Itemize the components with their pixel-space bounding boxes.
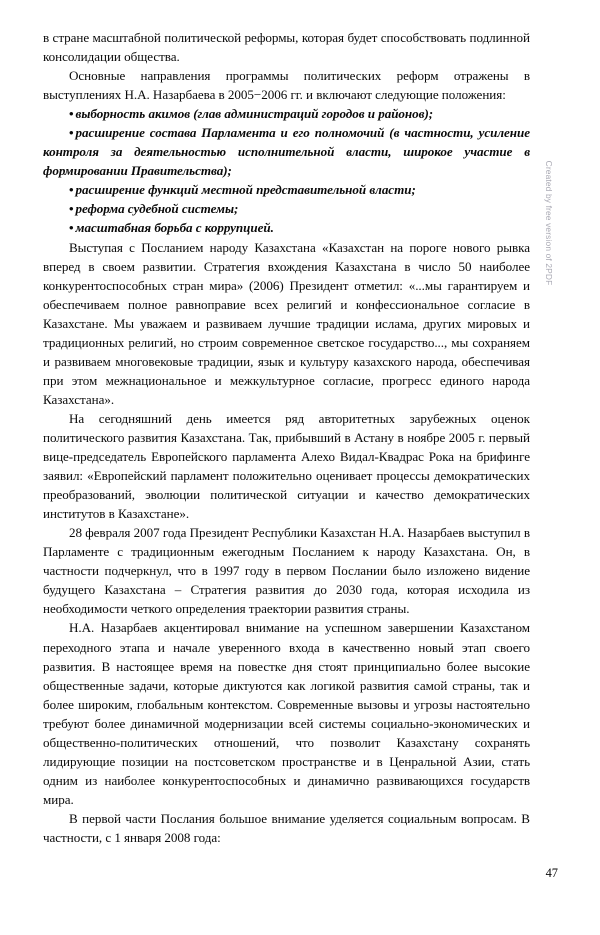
reform-bullet-list [43,104,530,237]
paragraph-foreign-assessments: На сегодняшний день имеется ряд авторитетных зарубежных оценок политического развития Казахстана. Так, прибывший в Астану в ноябре 2005 г. первый вице-председатель Европейского парламента Алехо Видал-Квадрас Рока на брифинге заявил: «Европейский парламент положительно оценивает процессы демократических преобразований, эволюции политической ситуации и качество демократических институтов в Казахстане». [43,410,530,522]
list-item-text: реформа судебной системы; [75,201,239,217]
list-item-text: расширение функций местной представительной власти; [75,182,416,198]
bullet-marker-icon: • [69,106,74,122]
list-item [43,199,530,218]
list-item-text: расширение состава Парламента и его полномочий (в частности, усиление контроля за деятельностью исполнительной власти, широкое участие в формировании Правительства); [43,125,530,179]
bullet-marker-icon: • [69,201,74,217]
bullet-marker-icon: • [69,220,74,236]
page-text-body [43,28,530,847]
watermark-text: Created by free version of 2PDF [544,160,554,286]
list-item [43,123,530,180]
paragraph-modernization: Н.А. Назарбаев акцентировал внимание на успешном завершении Казахстаном переходного этапа и начале уверенного входа в качественно новый этап своего развития. В настоящее время на повестке дня стоят принципиально более высокие общественные задачи, которые диктуются как логикой развития самой страны, так и более широким, глобальным контекстом. Современные вызовы и угрозы настоятельно требуют более динамичной модернизации всей системы социально-экономических и общественно-политических отношений, что позволит Казахстану сохранять лидирующие позиции на постсоветском пространстве и в Ценральной Азии, стать одним из наиболее конкурентоспособных и динамично развивающихся государств мира. [43,620,530,807]
bullet-marker-icon: • [69,182,74,198]
paragraph-social-questions: В первой части Послания большое внимание уделяется социальным вопросам. В частности, с 1 января 2008 года: [43,810,530,845]
paragraph-address-2006: Выступая с Посланием народу Казахстана «Казахстан на пороге нового рывка вперед в своем развитии. Стратегия вхождения Казахстана в число 50 наиболее конкурентоспособных стран мира» (2006) Президент отметил: «...мы гарантируем и обеспечиваем полное равноправие всех религий и конфессиональное согласие в Казахстане. Мы уважаем и развиваем лучшие традиции ислама, других мировых и традиционных религий, но строим современное светское государство..., мы сохраняем и развиваем многовековые традиции, язык и культуру казахского народа, обеспечивая при этом межнациональное и межкультурное согласие, прогресс единого народа Казахстана». [43,239,530,407]
list-item [43,180,530,199]
list-item-text: масштабная борьба с коррупцией. [75,220,274,236]
list-item [43,104,530,123]
paragraph-reform-directions: Основные направления программы политических реформ отражены в выступлениях Н.А. Назарбаева в 2005−2006 гг. и включают следующие положения: [43,68,530,103]
bullet-marker-icon: • [69,125,74,141]
list-item [43,218,530,237]
paragraph-continuation: в стране масштабной политической реформы, которая будет способствовать подлинной консолидации общества. [43,30,530,65]
list-item-text: выборность акимов (глав администраций городов и районов); [75,106,434,122]
page-number: 47 [545,866,558,880]
paragraph-address-2007: 28 февраля 2007 года Президент Республики Казахстан Н.А. Назарбаев выступил в Парламенте с традиционным ежегодным Посланием к народу Казахстана. Он, в частности подчеркнул, что в 1997 году в первом Послании было изложено видение будущего Казахстана – Стратегия развития до 2030 года, которая исходила из необходимости четкого определения траектории развития страны. [43,525,530,617]
